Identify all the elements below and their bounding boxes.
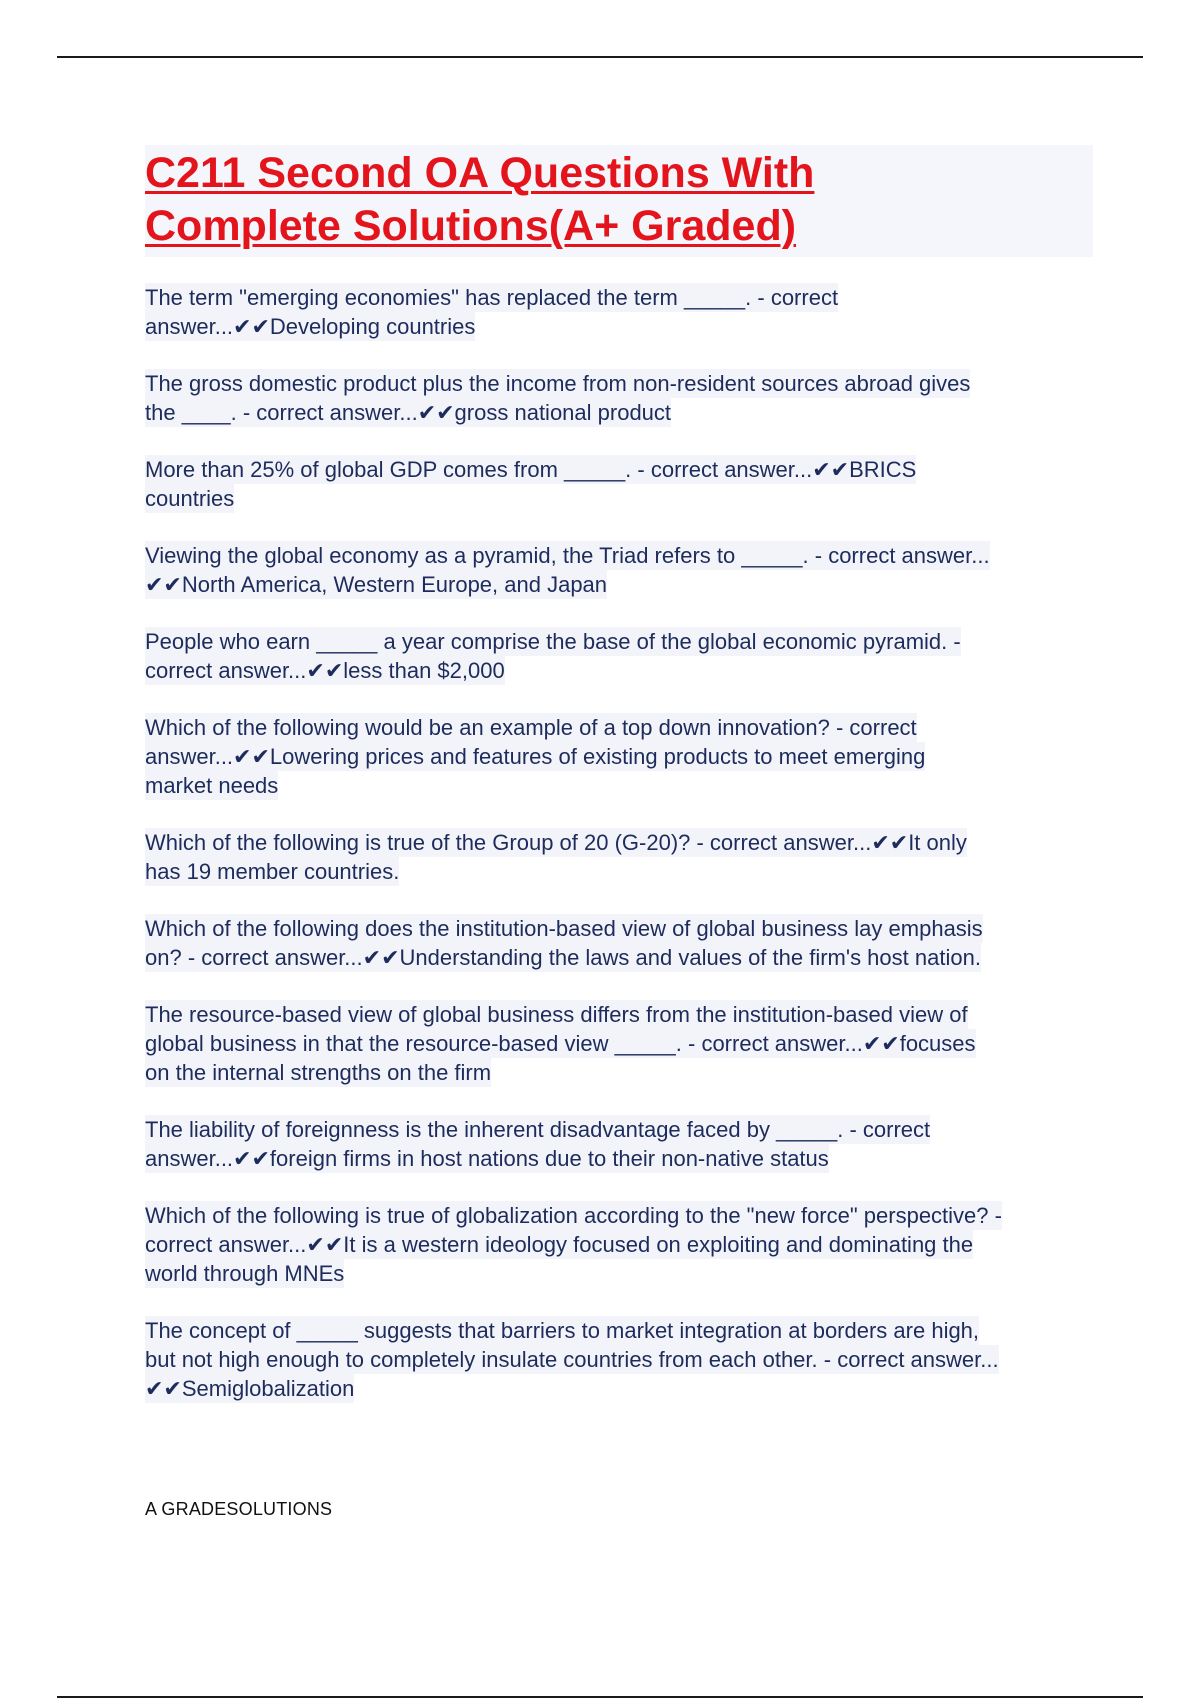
question-item xyxy=(145,1115,1095,1173)
question-text-line: The term "emerging economies" has replaced the term _____. - correct xyxy=(145,285,839,310)
question-text-line: People who earn _____ a year comprise the base of the global economic pyramid. - xyxy=(145,629,961,654)
question-text-line: the ____. - correct answer...✔✔gross national product xyxy=(145,400,672,425)
question-text-line: ✔✔Semiglobalization xyxy=(145,1376,355,1401)
question-item xyxy=(145,1316,1095,1403)
footer-label: A GRADESOLUTIONS xyxy=(145,1499,333,1519)
question-text-line: has 19 member countries. xyxy=(145,859,400,884)
question-text-line: Which of the following does the institution-based view of global business lay emphasis xyxy=(145,916,983,941)
question-text-line: ✔✔North America, Western Europe, and Japan xyxy=(145,572,608,597)
bottom-rule xyxy=(57,1696,1143,1698)
top-rule xyxy=(57,56,1143,58)
document-title xyxy=(145,145,1093,257)
question-text-line: market needs xyxy=(145,773,279,798)
question-item xyxy=(145,283,1095,341)
question-item xyxy=(145,713,1095,800)
question-text-line: global business in that the resource-based view _____. - correct answer...✔✔focuses xyxy=(145,1031,976,1056)
question-text-line: Which of the following is true of the Group of 20 (G-20)? - correct answer...✔✔It only xyxy=(145,830,967,855)
question-text-line: answer...✔✔foreign firms in host nations due to their non-native status xyxy=(145,1146,829,1171)
question-text-line: correct answer...✔✔It is a western ideology focused on exploiting and dominating the xyxy=(145,1232,974,1257)
question-text-line: Which of the following is true of globalization according to the "new force" perspective? - xyxy=(145,1203,1002,1228)
question-item xyxy=(145,627,1095,685)
question-item xyxy=(145,1201,1095,1288)
question-text-line: but not high enough to completely insulate countries from each other. - correct answer... xyxy=(145,1347,999,1372)
question-text-line: on the internal strengths on the firm xyxy=(145,1060,492,1085)
question-text-line: The concept of _____ suggests that barriers to market integration at borders are high, xyxy=(145,1318,980,1343)
question-text-line: Which of the following would be an example of a top down innovation? - correct xyxy=(145,715,917,740)
title-line: Complete Solutions(A+ Graded) xyxy=(145,202,797,250)
question-text-line: answer...✔✔Developing countries xyxy=(145,314,476,339)
question-text-line: correct answer...✔✔less than $2,000 xyxy=(145,658,505,683)
question-text-line: More than 25% of global GDP comes from _____. - correct answer...✔✔BRICS xyxy=(145,457,917,482)
question-text-line: Viewing the global economy as a pyramid, the Triad refers to _____. - correct answer... xyxy=(145,543,990,568)
question-text-line: The gross domestic product plus the income from non-resident sources abroad gives xyxy=(145,371,971,396)
question-list xyxy=(145,283,1095,1431)
question-text-line: world through MNEs xyxy=(145,1261,345,1286)
question-item xyxy=(145,541,1095,599)
question-item xyxy=(145,455,1095,513)
question-item xyxy=(145,369,1095,427)
question-text-line: The resource-based view of global business differs from the institution-based view of xyxy=(145,1002,968,1027)
question-text-line: answer...✔✔Lowering prices and features of existing products to meet emerging xyxy=(145,744,926,769)
question-item xyxy=(145,914,1095,972)
question-item xyxy=(145,1000,1095,1087)
question-text-line: countries xyxy=(145,486,235,511)
question-item xyxy=(145,828,1095,886)
question-text-line: The liability of foreignness is the inherent disadvantage faced by _____. - correct xyxy=(145,1117,931,1142)
question-text-line: on? - correct answer...✔✔Understanding the laws and values of the firm's host nation. xyxy=(145,945,981,970)
title-line: C211 Second OA Questions With xyxy=(145,149,815,197)
